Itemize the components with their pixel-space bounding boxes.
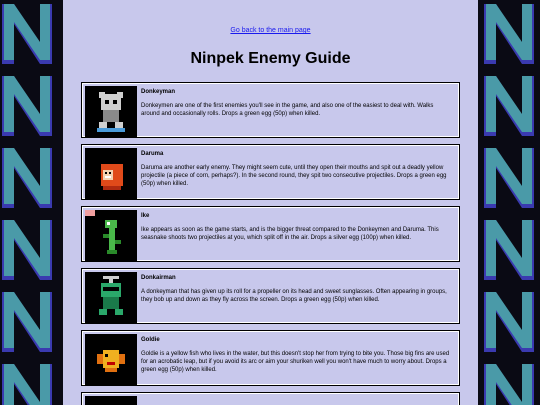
main-content-panel: [63, 0, 478, 405]
enemy-card-goldie: [81, 330, 460, 386]
enemy-description: Daruma are another early enemy. They might seem cute, until they open their mouths and spit out a deadly yellow projectile (a piece of corn, perhaps?). In the second round, they spit two consecutive projectiles. Drops a green egg (50p) when killed.: [141, 165, 447, 187]
enemy-description: Donkeymen are one of the first enemies you'll see in the game, and also one of the easiest to deal with. Walks around and occasionally rolls. Drops a green egg (50p) when killed.: [141, 103, 434, 117]
enemy-name: Donkairman: [141, 275, 176, 281]
donkairman-sprite-icon: [85, 272, 137, 324]
enemy-card-donkeyman: [81, 82, 460, 138]
enemy-description: Ike appears as soon as the game starts, and is the bigger threat compared to the Donkeymen and Daruma. This seasnake shoots two projectiles at you, which split off in the air. Drops a silver egg (100p) when killed.: [141, 227, 439, 241]
enemy-name: Donkeyman: [141, 89, 176, 95]
back-to-main-link[interactable]: Go back to the main page: [230, 27, 311, 34]
enemy-name: Daruma: [141, 151, 164, 157]
enemy-card-donkairman: [81, 268, 460, 324]
ike-sprite-icon: [85, 210, 137, 262]
enemy-name: Goldie: [141, 337, 160, 343]
left-background-pattern: [0, 0, 62, 405]
enemy-description: A donkeyman that has given up its roll for a propeller on its head and sweet sunglasses. Often appearing in groups, they bob up and down as they fly across the screen. Drops a green egg (50p) when killed.: [141, 289, 447, 303]
enemy-card-daruma: [81, 144, 460, 200]
next-enemy-sprite-icon: [85, 396, 137, 405]
daruma-sprite-icon: [85, 148, 137, 200]
donkeyman-sprite-icon: [85, 86, 137, 138]
page-title: Ninpek Enemy Guide: [190, 50, 351, 67]
right-background-pattern: [478, 0, 540, 405]
goldie-sprite-icon: [85, 334, 137, 386]
enemy-card-next: [81, 392, 460, 405]
enemy-description: Goldie is a yellow fish who lives in the water, but this doesn't stop her from trying to bite you. Those big fins are used for an acrobatic leap, but if you avoid its arc or aim your shuriken well you won't have much to worry about. Drops a green egg (50p) when killed.: [141, 351, 450, 373]
enemy-name: Ike: [141, 213, 150, 219]
enemy-card-ike: [81, 206, 460, 262]
